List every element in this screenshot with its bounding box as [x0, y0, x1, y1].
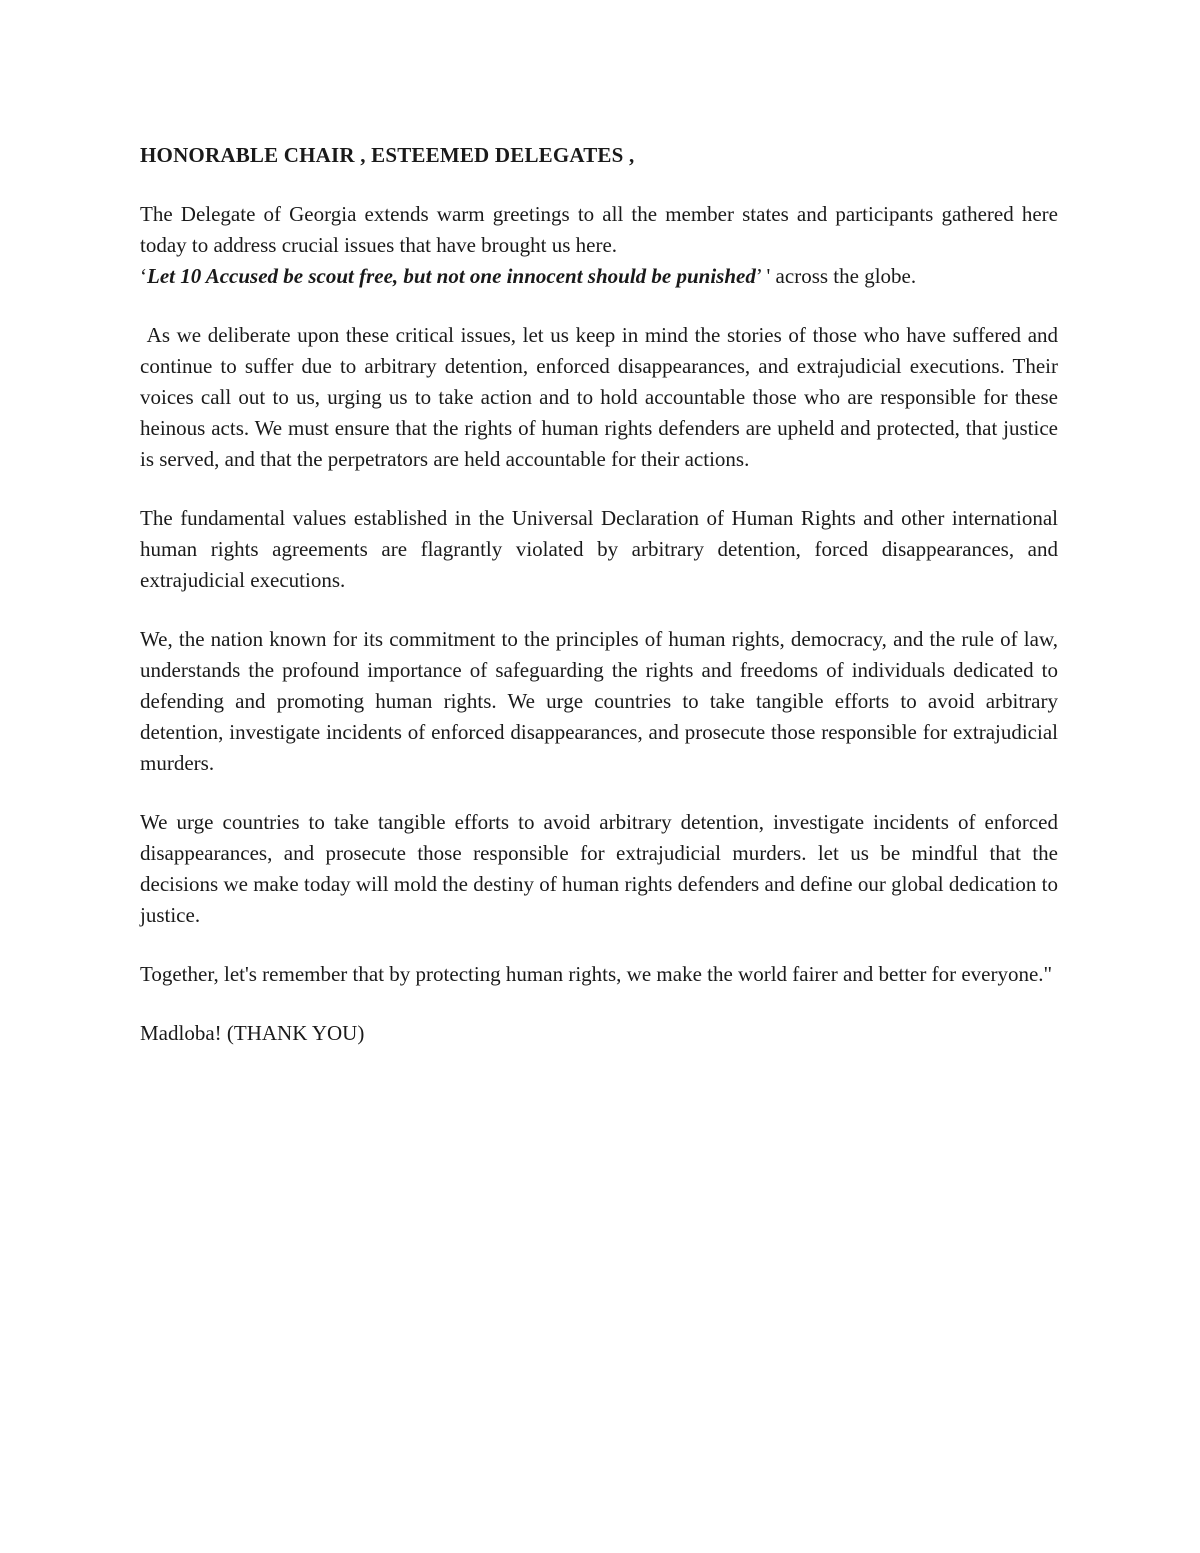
- quote-text: Let 10 Accused be scout free, but not one innocent should be punished: [147, 264, 756, 288]
- quote-close-text: ’ ' across the globe.: [755, 264, 917, 288]
- body-paragraph-together: Together, let's remember that by protecting human rights, we make the world fairer and better for everyone.": [140, 962, 1053, 986]
- document-page: [140, 140, 1064, 1077]
- quote-open-mark: ‘: [140, 264, 147, 288]
- body-paragraph-fundamental-values: The fundamental values established in the Universal Declaration of Human Rights and other international human rights agreements are flagrantly violated by arbitrary detention, forced disappearances, and extrajudicial executions.: [140, 506, 1058, 592]
- body-paragraph-commitment: We, the nation known for its commitment to the principles of human rights, democracy, and the rule of law, understands the profound importance of safeguarding the rights and freedoms of individuals dedicated to defending and promoting human rights. We urge countries to take tangible efforts to avoid arbitrary detention, investigate incidents of enforced disappearances, and prosecute those responsible for extrajudicial murders.: [140, 627, 1058, 775]
- quote-line: [140, 261, 1058, 292]
- closing-thank-you: Madloba! (THANK YOU): [140, 1021, 365, 1045]
- body-paragraph-urge: We urge countries to take tangible efforts to avoid arbitrary detention, investigate incidents of enforced disappearances, and prosecute those responsible for extrajudicial murders. let us be mindful that the decisions we make today will mold the destiny of human rights defenders and define our global dedication to justice.: [140, 810, 1058, 927]
- salutation-heading: HONORABLE CHAIR , ESTEEMED DELEGATES ,: [140, 143, 635, 167]
- body-paragraph-deliberate: As we deliberate upon these critical issues, let us keep in mind the stories of those who have suffered and continue to suffer due to arbitrary detention, enforced disappearances, and extrajudicial executions. Their voices call out to us, urging us to take action and to hold accountable those who are responsible for these heinous acts. We must ensure that the rights of human rights defenders are upheld and protected, that justice is served, and that the perpetrators are held accountable for their actions.: [140, 323, 1064, 471]
- intro-paragraph: The Delegate of Georgia extends warm greetings to all the member states and participants gathered here today to address crucial issues that have brought us here.: [140, 202, 1058, 257]
